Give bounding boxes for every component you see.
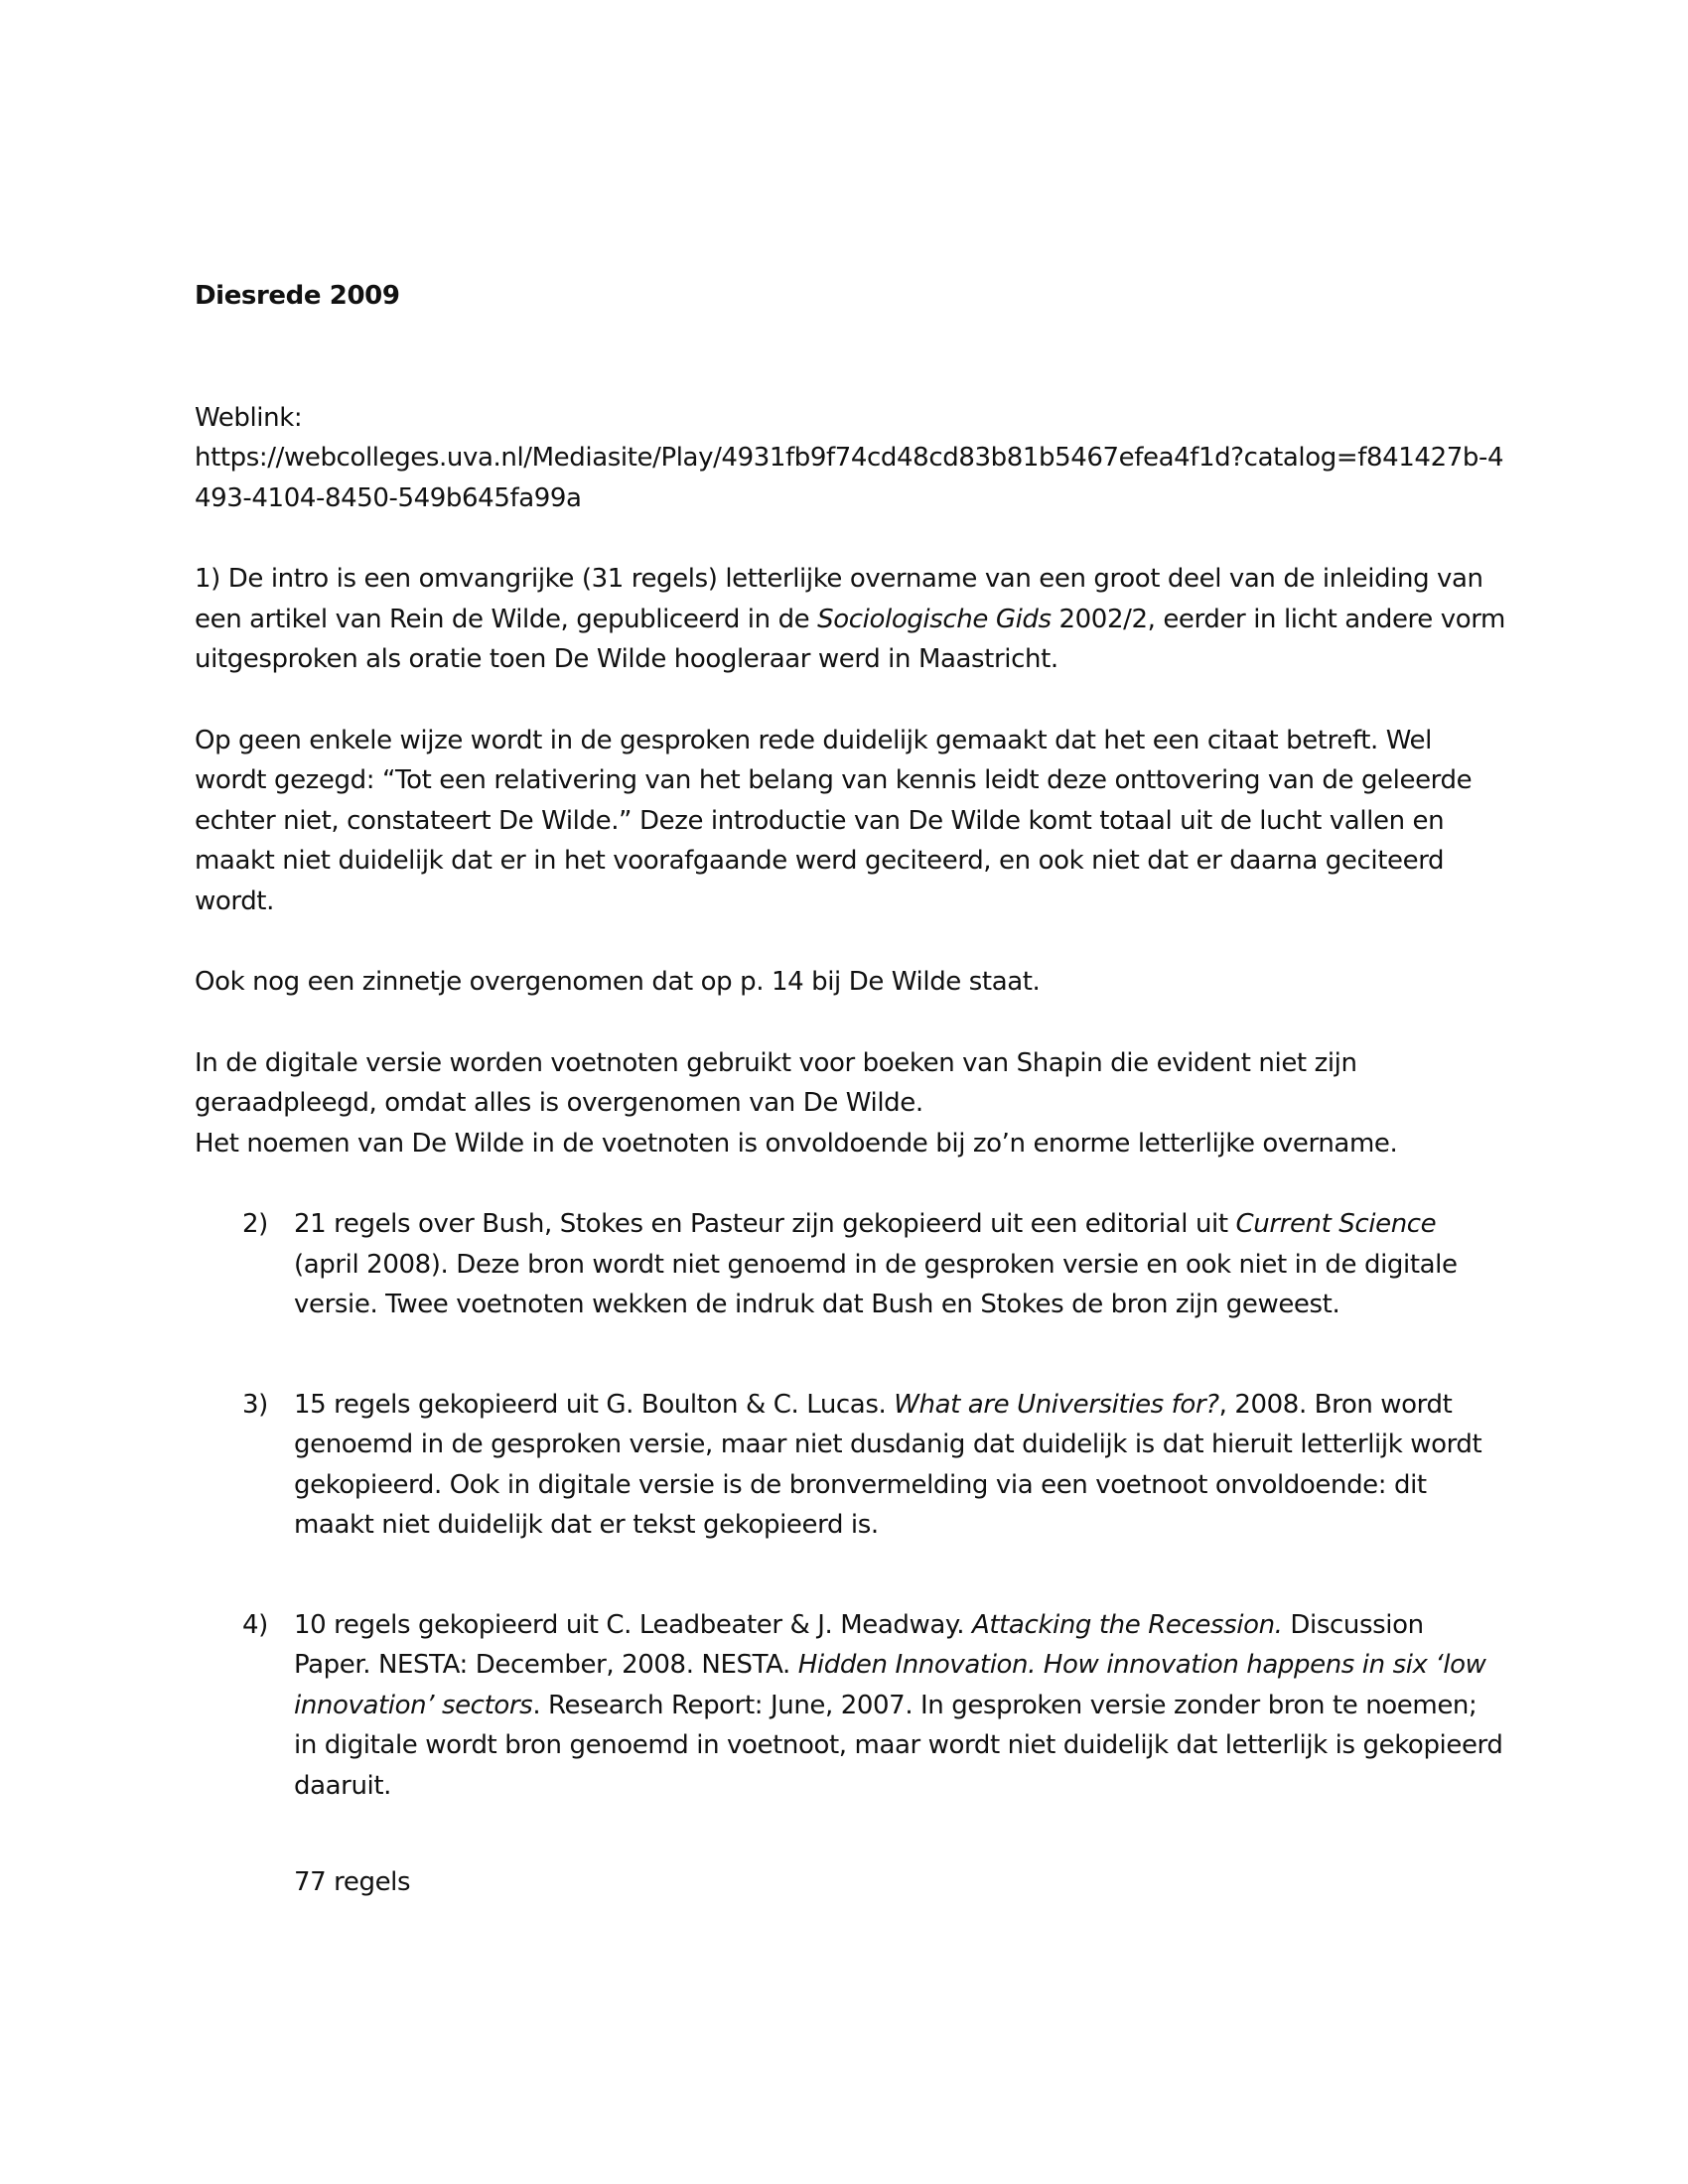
paragraph-citation: Op geen enkele wijze wordt in de gesproken rede duidelijk gemaakt dat het een citaat betreft. Wel wordt gezegd: “Tot een relativering van het belang van kennis leidt deze onttovering van de geleerde echter niet, constateert De Wilde.” Deze introductie van De Wilde komt totaal uit de lucht vallen en maakt niet duidelijk dat er in het voorafgaande werd geciteerd, en ook niet dat er daarna geciteerd wordt. bbox=[195, 725, 1473, 916]
list-item-number: 4) bbox=[242, 1609, 268, 1640]
weblink-label: Weblink: bbox=[195, 402, 303, 433]
paragraph-intro-text-a: 1) De intro is een omvangrijke (31 regels) letterlijke overname van een groot deel van de inleiding van een artikel van Rein de Wilde, gepubliceerd in de bbox=[195, 564, 1483, 634]
weblink-url[interactable]: https://webcolleges.uva.nl/Mediasite/Play/4931fb9f74cd48cd83b81b5467efea4f1d?catalog=f841427b-4493-4104-8450-549b645fa99a bbox=[195, 443, 1504, 513]
paragraph-footnotes: In de digitale versie worden voetnoten gebruikt voor boeken van Shapin die evident niet zijn geraadpleegd, omdat alles is overgenomen van De Wilde. bbox=[195, 1047, 1357, 1118]
list-item-source: Attacking the Recession. bbox=[971, 1609, 1283, 1640]
document-title: Diesrede 2009 bbox=[195, 281, 400, 311]
list-item bbox=[195, 1605, 1505, 1807]
list-item-text-a: 15 regels gekopieerd uit G. Boulton & C. Lucas. bbox=[294, 1389, 895, 1420]
list-item-source: Current Science bbox=[1235, 1209, 1437, 1239]
list-item-source-2: Hidden Innovation. How innovation happens in six ‘low innovation’ sectors bbox=[294, 1650, 1486, 1720]
list-item-text-b: (april 2008). Deze bron wordt niet genoemd in de gesproken versie en ook niet in de digitale versie. Twee voetnoten wekken de indruk dat Bush en Stokes de bron zijn geweest. bbox=[294, 1249, 1458, 1319]
paragraph-intro-text-b: 2002/2, eerder in licht andere vorm uitgesproken als oratie toen De Wilde hoogleraar werd in Maastricht. bbox=[195, 604, 1505, 674]
findings-list bbox=[195, 1204, 1505, 1806]
paragraph-intro-journal: Sociologische Gids bbox=[817, 604, 1052, 634]
list-item bbox=[195, 1385, 1505, 1546]
list-item-text-c: . Research Report: June, 2007. In gesproken versie zonder bron te noemen; in digitale wordt bron genoemd in voetnoot, maar wordt niet duidelijk dat letterlijk is gekopieerd daaruit. bbox=[294, 1690, 1503, 1801]
paragraph-footnotes-conclusion: Het noemen van De Wilde in de voetnoten is onvoldoende bij zo’n enorme letterlijke overname. bbox=[195, 1128, 1398, 1159]
weblink-block bbox=[195, 398, 1505, 519]
list-item-text-a: 21 regels over Bush, Stokes en Pasteur zijn gekopieerd uit een editorial uit bbox=[294, 1209, 1236, 1239]
list-item-text-a: 10 regels gekopieerd uit C. Leadbeater & J. Meadway. bbox=[294, 1609, 972, 1640]
paragraph-intro bbox=[195, 559, 1505, 680]
list-item bbox=[195, 1204, 1505, 1325]
list-item-source: What are Universities for? bbox=[894, 1389, 1219, 1420]
list-item-number: 3) bbox=[242, 1389, 268, 1420]
total-lines: 77 regels bbox=[294, 1867, 411, 1897]
paragraph-sentence: Ook nog een zinnetje overgenomen dat op p. 14 bij De Wilde staat. bbox=[195, 967, 1041, 997]
list-item-text-b: , 2008. Bron wordt genoemd in de gesproken versie, maar niet dusdanig dat duidelijk is dat hieruit letterlijk wordt gekopieerd. Ook in digitale versie is de bronvermelding via een voetnoot onvoldoende: dit maakt niet duidelijk dat er tekst gekopieerd is. bbox=[294, 1389, 1482, 1540]
list-item-text-b: Discussion Paper. NESTA: December, 2008. NESTA. bbox=[294, 1609, 1424, 1680]
list-item-number: 2) bbox=[242, 1209, 268, 1239]
document-page bbox=[195, 276, 1505, 1903]
